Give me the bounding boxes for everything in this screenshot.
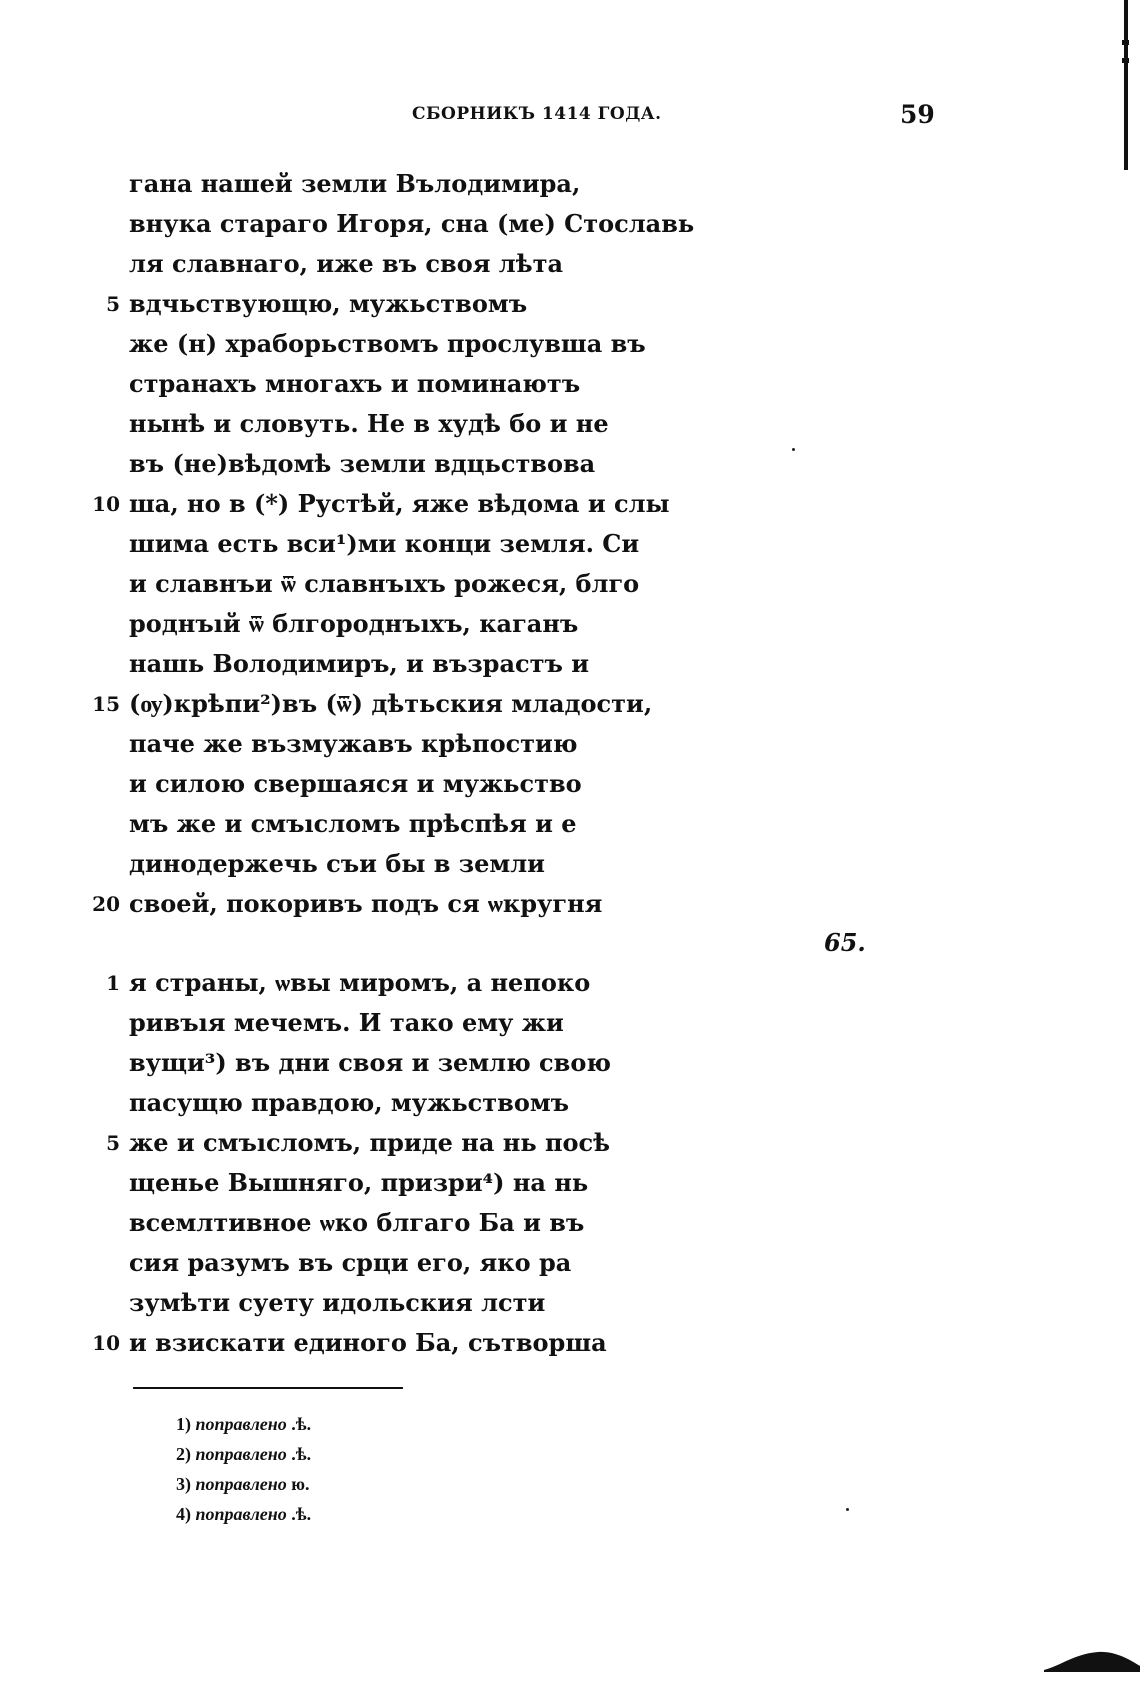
text-line — [0, 724, 760, 764]
line-text: своей, покоривъ подъ ся ѡкругня — [129, 889, 603, 918]
line-number: 5 — [106, 1131, 120, 1155]
footnote — [176, 1439, 311, 1469]
footnote — [176, 1499, 311, 1529]
page-number: 59 — [900, 100, 935, 129]
page-edge-tick — [1122, 40, 1129, 45]
text-line — [0, 524, 760, 564]
line-text: гана нашей земли Вълодимира, — [129, 169, 581, 198]
footnote-number: 3) — [176, 1474, 191, 1494]
line-text: же и смъıсломъ, приде на нь посѣ — [129, 1128, 611, 1157]
footnote-word: поправлено — [195, 1504, 287, 1524]
text-line — [0, 1003, 760, 1043]
footnote-word: поправлено — [195, 1444, 287, 1464]
text-line — [0, 204, 760, 244]
line-text: я страны, ѡвы миромъ, а непоко — [129, 968, 591, 997]
line-number: 15 — [92, 692, 120, 716]
line-text: и славнъи ѿ славнъıхъ рожеся, блго — [129, 569, 640, 598]
text-line — [0, 484, 760, 524]
line-text: ля славнаго, иже въ своя лѣта — [129, 249, 564, 278]
tail-ornament-icon — [1044, 1636, 1140, 1676]
line-text: ша, но в (*) Рустѣй, яже вѣдома и слы — [129, 489, 670, 518]
line-text: мъ же и смъıсломъ прѣспѣя и е — [129, 809, 577, 838]
line-text: вдчьствующю, мужьствомъ — [129, 289, 528, 318]
footnote-reading: .ѣ. — [291, 1414, 312, 1434]
text-line — [0, 804, 760, 844]
text-line — [0, 1043, 760, 1083]
text-line — [0, 1283, 760, 1323]
text-line — [0, 444, 760, 484]
text-line — [0, 1203, 760, 1243]
page-edge-tick — [1122, 58, 1129, 63]
footnote-reading: .ѣ. — [291, 1504, 312, 1524]
footnote-word: поправлено — [195, 1474, 287, 1494]
footnote — [176, 1469, 311, 1499]
text-line — [0, 684, 760, 724]
running-title: СБОРНИКЪ 1414 ГОДА. — [412, 104, 662, 124]
text-line — [0, 164, 760, 204]
footnotes — [176, 1409, 311, 1529]
text-line — [0, 644, 760, 684]
footnote-reading: .ѣ. — [291, 1444, 312, 1464]
text-line — [0, 1083, 760, 1123]
footnote-word: поправлено — [195, 1414, 287, 1434]
line-text: всемлтивное ѡко блгаго Ба и въ — [129, 1208, 585, 1237]
line-text: ривъıя мечемъ. И тако ему жи — [129, 1008, 564, 1037]
line-text: шима есть вси¹)ми конци земля. Си — [129, 529, 640, 558]
text-line — [0, 963, 760, 1003]
text-line — [0, 244, 760, 284]
text-block-2 — [0, 963, 760, 1363]
line-number: 1 — [106, 971, 120, 995]
line-text: въ (не)вѣдомѣ земли вдцьствова — [129, 449, 596, 478]
line-text: же (н) храборьствомъ прослувша въ — [129, 329, 646, 358]
line-text: и силою свершаяся и мужьство — [129, 769, 582, 798]
text-line — [0, 1243, 760, 1283]
line-text: паче же възмужавъ крѣпостию — [129, 729, 578, 758]
line-text: зумѣти суету идольския лсти — [129, 1288, 546, 1317]
folio-marker: 65. — [824, 928, 866, 957]
line-text: странахъ многахъ и поминаютъ — [129, 369, 581, 398]
footnote-number: 1) — [176, 1414, 191, 1434]
line-number: 10 — [92, 1331, 120, 1355]
text-line — [0, 364, 760, 404]
footnote-rule — [133, 1387, 403, 1389]
text-line — [0, 604, 760, 644]
line-text: вущи³) въ дни своя и землю свою — [129, 1048, 611, 1077]
footnote-reading: ю. — [291, 1474, 310, 1494]
text-line — [0, 404, 760, 444]
text-line — [0, 564, 760, 604]
line-text: и взискати единого Ба, сътворша — [129, 1328, 607, 1357]
page-edge-shadow — [1124, 0, 1128, 170]
text-line — [0, 884, 760, 924]
line-text: роднъıй ѿ блгороднъıхъ, каганъ — [129, 609, 579, 638]
line-text: нашь Володимиръ, и възрастъ и — [129, 649, 590, 678]
text-block-1 — [0, 164, 760, 924]
ink-speck — [792, 448, 795, 451]
ink-speck — [846, 1508, 849, 1511]
footnote-number: 2) — [176, 1444, 191, 1464]
line-number: 10 — [92, 492, 120, 516]
line-text: динодержечь съи бы в земли — [129, 849, 545, 878]
line-number: 20 — [92, 892, 120, 916]
text-line — [0, 1323, 760, 1363]
line-text: внука стараго Игоря, сна (ме) Стославь — [129, 209, 695, 238]
footnote-number: 4) — [176, 1504, 191, 1524]
text-line — [0, 1123, 760, 1163]
text-line — [0, 284, 760, 324]
line-text: щенье Вышняго, призри⁴) на нь — [129, 1168, 589, 1197]
line-text: нынѣ и словуть. Не в худѣ бо и не — [129, 409, 609, 438]
line-number: 5 — [106, 292, 120, 316]
line-text: пасущю правдою, мужьствомъ — [129, 1088, 570, 1117]
line-text: (ѹ)крѣпи²)въ (ѿ) дѣтьския младости, — [129, 689, 653, 718]
text-line — [0, 844, 760, 884]
text-line — [0, 324, 760, 364]
line-text: сия разумъ въ срци его, яко ра — [129, 1248, 572, 1277]
text-line — [0, 764, 760, 804]
text-line — [0, 1163, 760, 1203]
footnote — [176, 1409, 311, 1439]
